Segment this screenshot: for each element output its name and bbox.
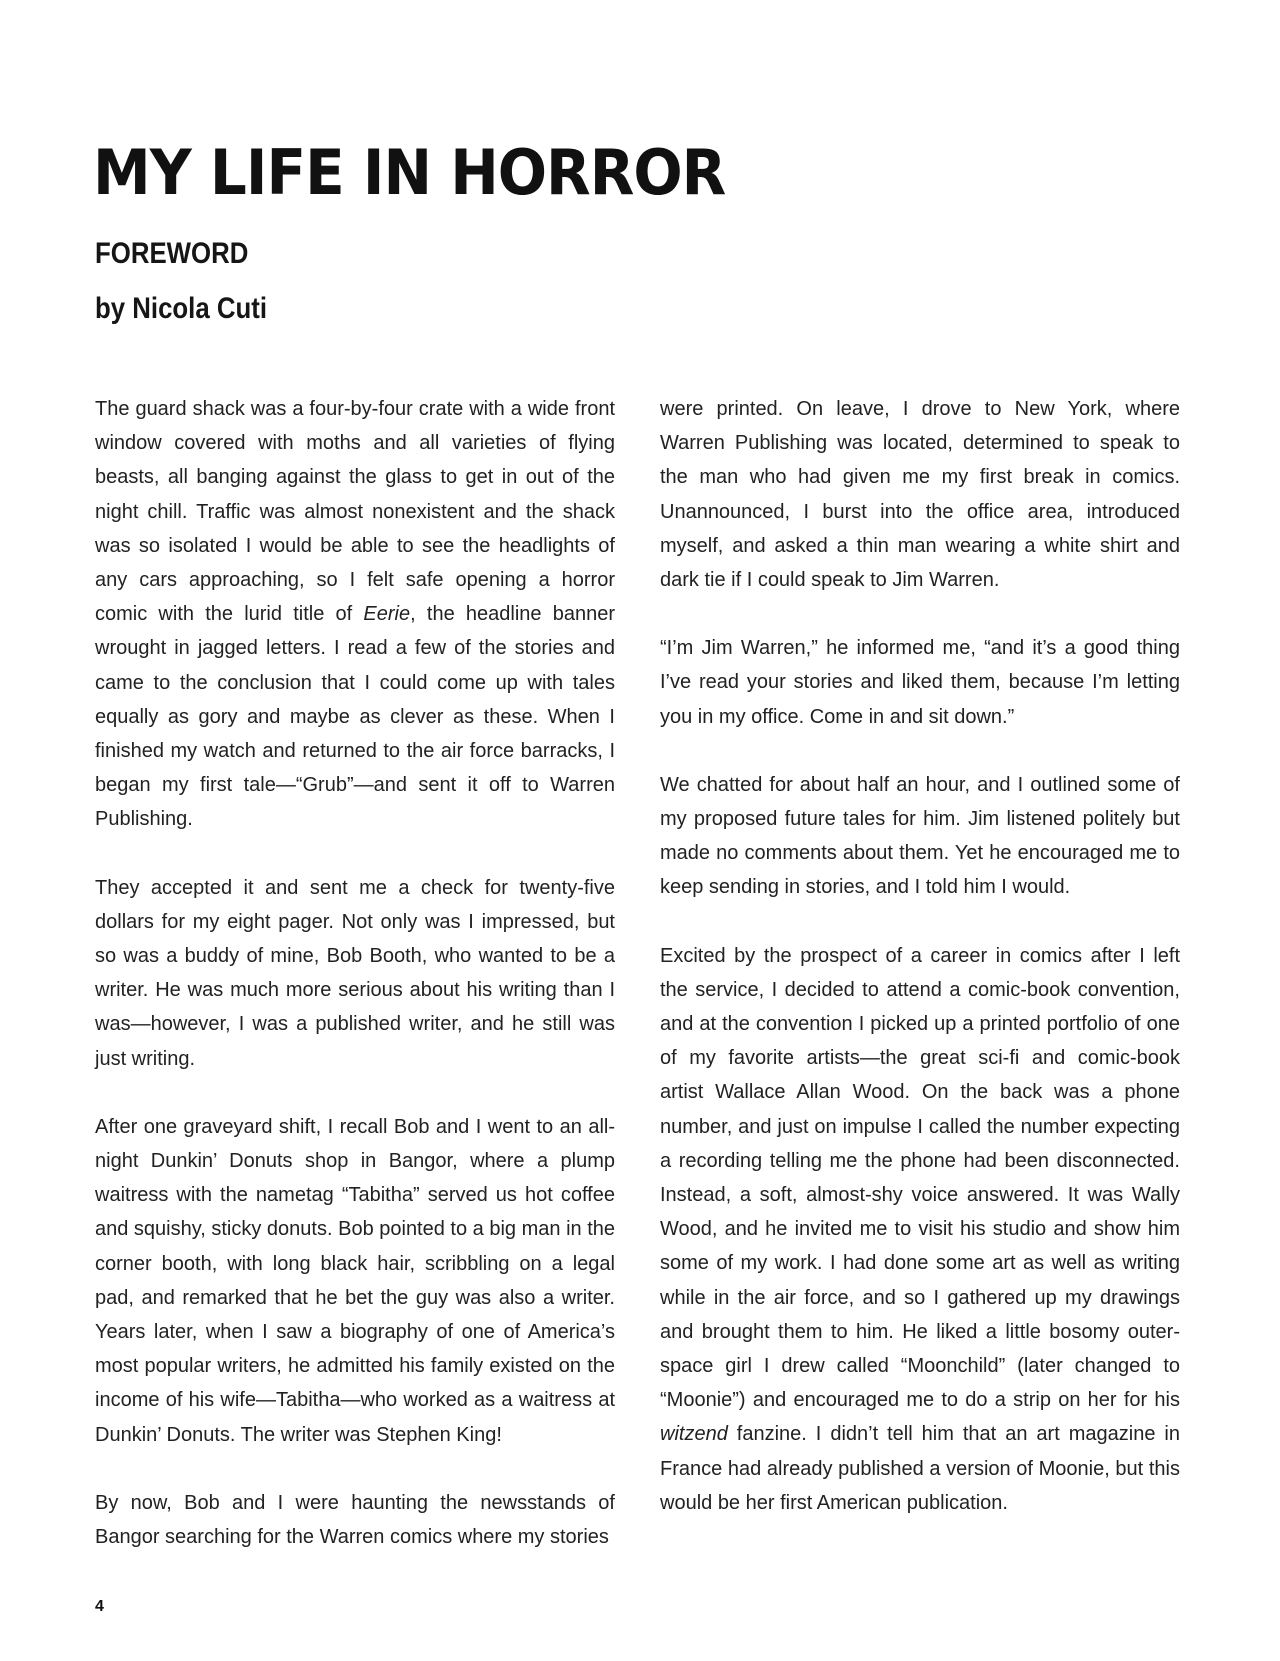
paragraph [95, 392, 615, 837]
italic-title: Eerie [363, 603, 411, 626]
paragraph-text: The guard shack was a four-by-four crate with a wide front window covered with moths and all varieties of flying beasts, all banging against the glass to get in out of the night chill. Traffic was almost nonexistent and the shack was so isolated I would be able to see the headlights of any cars approaching, so I felt safe opening a horror comic with the lurid title of [95, 398, 615, 626]
text-column-left [95, 392, 615, 1554]
paragraph-text: Excited by the prospect of a career in comics after I left the service, I decided to attend a comic-book convention, and at the convention I picked up a printed portfolio of one of my favorite artists—the great sci-fi and comic-book artist Wallace Allan Wood. On the back was a phone number, and just on impulse I called the number expecting a recording telling me the phone had been disconnected. Instead, a soft, almost-shy voice answered. It was Wally Wood, and he invited me to visit his studio and show him some of my work. I had done some art as well as writing while in the air force, and so I gathered up my drawings and brought them to him. He liked a little bosomy outer-space girl I drew called “Moonchild” (later changed to “Moonie”) and encouraged me to do a strip on her for his [660, 944, 1180, 1412]
page-title: MY LIFE IN HORROR [93, 135, 726, 210]
paragraph: By now, Bob and I were haunting the newsstands of Bangor searching for the Warren comics where my stories [95, 1491, 615, 1549]
italic-title: witzend [660, 1423, 728, 1446]
section-heading: FOREWORD [95, 237, 249, 270]
paragraph: “I’m Jim Warren,” he informed me, “and it’s a good thing I’ve read your stories and liked them, because I’m letting you in my office. Come in and sit down.” [660, 637, 1180, 728]
page-number: 4 [95, 1598, 104, 1615]
paragraph: They accepted it and sent me a check for twenty-five dollars for my eight pager. Not only was I impressed, but so was a buddy of mine, Bob Booth, who wanted to be a writer. He was much more serious about his writing than I was—however, I was a published writer, and he still was just writing. [95, 876, 615, 1070]
paragraph: were printed. On leave, I drove to New York, where Warren Publishing was located, determined to speak to the man who had given me my first break in comics. Unannounced, I burst into the office area, introduced myself, and asked a thin man wearing a white shirt and dark tie if I could speak to Jim Warren. [660, 398, 1180, 592]
text-column-right [660, 392, 1180, 1520]
paragraph: We chatted for about half an hour, and I outlined some of my proposed future tales for him. Jim listened politely but made no comments about them. Yet he encouraged me to keep sending in stories, and I told him I would. [660, 773, 1180, 899]
paragraph-text: fanzine. I didn’t tell him that an art magazine in France had already published a version of Moonie, but this would be her first American publication. [660, 1423, 1180, 1514]
paragraph: After one graveyard shift, I recall Bob and I went to an all-night Dunkin’ Donuts shop in Bangor, where a plump waitress with the nametag “Tabitha” served us hot coffee and squishy, sticky donuts. Bob pointed to a big man in the corner booth, with long black hair, scribbling on a legal pad, and remarked that he bet the guy was also a writer. Years later, when I saw a biography of one of America’s most popular writers, he admitted his family existed on the income of his wife—Tabitha—who worked as a waitress at Dunkin’ Donuts. The writer was Stephen King! [95, 1115, 615, 1446]
paragraph [660, 939, 1180, 1520]
byline: by Nicola Cuti [95, 292, 268, 325]
paragraph-text: , the headline banner wrought in jagged letters. I read a few of the stories and came to the conclusion that I could come up with tales equally as gory and maybe as clever as these. When I finished my watch and returned to the air force barracks, I began my first tale—“Grub”—and sent it off to Warren Publishing. [95, 603, 615, 831]
